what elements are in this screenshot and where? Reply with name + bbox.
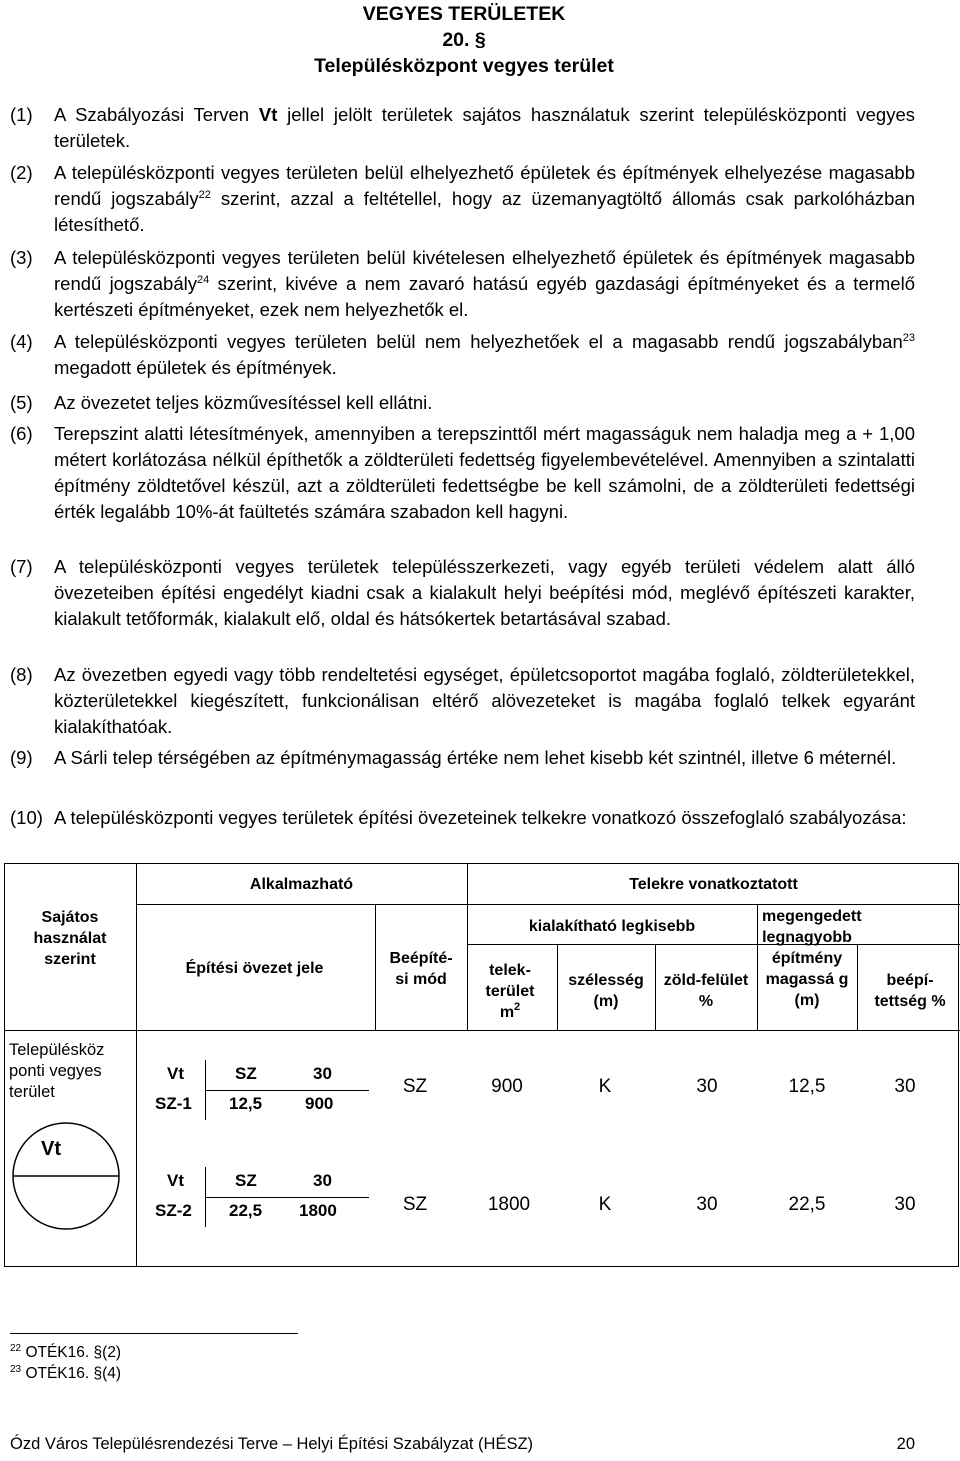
paragraph-7 <box>10 554 915 632</box>
header-beepitettseg: beépí-tettség % <box>874 972 946 1010</box>
header-epitesi-ovezet: Építési övezet jele <box>185 960 324 977</box>
paragraph-number: (1) <box>10 104 33 125</box>
paragraph-5 <box>10 390 915 416</box>
text-segment: A településközponti vegyes területen belül kivételesen elhelyezhető épületek és építmények magasabb rendű jogszabály <box>54 247 915 294</box>
table-divider <box>5 1030 960 1031</box>
header-zoldfelulet: zöld-felület % <box>663 972 749 1010</box>
row1-green-area: 30 <box>696 1076 718 1097</box>
footnote-22 <box>10 1344 121 1362</box>
min-plot-area: 1800 <box>299 1201 337 1220</box>
zone-code: Vt <box>167 1171 184 1190</box>
header-kialakithato: kialakítható legkisebb <box>528 918 696 935</box>
max-height: 12,5 <box>229 1094 263 1113</box>
paragraph-text: A településközponti vegyes területek építési övezeteinek telkekre vonatkozó összefoglaló szabályozása: <box>54 807 907 828</box>
footnote-ref: 23 <box>902 332 915 344</box>
footnote-separator <box>10 1333 298 1334</box>
table-divider <box>655 944 656 1030</box>
header-megengedett: megengedett legnagyobb <box>762 908 862 946</box>
paragraph-text: A Sárli telep térségében az építménymagasság értéke nem lehet kisebb két szintnél, illetve 6 méternél. <box>54 747 897 768</box>
header-beepitesi-mod: Beépíté-si mód <box>389 950 453 988</box>
header-szelesseg: szélesség (m) <box>568 972 644 1010</box>
paragraph-9 <box>10 745 915 771</box>
land-use-label: Településköz ponti vegyes terület <box>9 1041 105 1101</box>
section-number: 20. § <box>442 29 486 51</box>
row2-height: 22,5 <box>788 1194 826 1215</box>
header-sajatos: Sajátos használat szerint <box>33 909 107 968</box>
header-telekre: Telekre vonatkoztatott <box>629 876 798 893</box>
paragraph-text: Terepszint alatti létesítmények, amennyiben a terepszinttől mért magasságuk nem haladja meg a + 1,00 métert korlátozása nélkül építhetők a zöldterületi fedettség figyelembevételével. Amennyiben a szintalatti építmény zöldtetővel készül, azt a zöldterületi fedettségbe be kell számolni, de a zöldterületi fedettségi érték legalább 10%-át faültetés számára szabadon kell hagyni. <box>54 423 915 522</box>
footnote-number: 23 <box>10 1364 22 1375</box>
box-divider <box>205 1197 369 1198</box>
row2-building-mode: SZ <box>402 1194 428 1215</box>
row2-width: K <box>598 1194 612 1215</box>
header-telekterulet <box>475 960 545 1023</box>
paragraph-4 <box>10 329 915 381</box>
row1-width: K <box>598 1076 612 1097</box>
zone-symbol <box>11 1121 121 1231</box>
section-title: Településközpont vegyes terület <box>314 55 614 77</box>
row1-plot-area: 900 <box>491 1076 523 1097</box>
max-coverage: 30 <box>313 1171 332 1190</box>
paragraph-number: (2) <box>10 162 33 183</box>
footnote-number: 22 <box>10 1343 22 1354</box>
footnote-text: OTÉK16. §(4) <box>25 1365 122 1382</box>
zone-subcode: SZ-1 <box>155 1094 192 1113</box>
paragraph-number: (3) <box>10 247 33 268</box>
paragraph-text: A településközponti vegyes területek településszerkezeti, vagy egyéb területi védelem alatt álló övezeteiben építési engedélyt kiadni csak a kialakult helyi beépítési mód, meglévő építészeti karakter, kialakult tetőformák, kialakult elő, oldal és hátsókertek betartásával szabad. <box>54 556 915 629</box>
table-divider <box>557 944 558 1030</box>
paragraph-number: (7) <box>10 556 33 577</box>
zone-subcode: SZ-2 <box>155 1201 192 1220</box>
paragraph-2 <box>10 160 915 238</box>
header-text: telek-terület m <box>485 962 535 1021</box>
paragraph-number: (5) <box>10 392 33 413</box>
min-plot-area: 900 <box>305 1094 334 1113</box>
zone-code: Vt <box>258 104 278 125</box>
paragraph-text <box>54 160 915 238</box>
building-mode: SZ <box>235 1064 257 1083</box>
paragraph-text: Az övezetben egyedi vagy több rendeltetési egységet, épületcsoportot magába foglaló, zöldterületekkel, közterületekkel kiegészített, funkcionálisan eltérő alövezeteket is magába foglaló telkek egyaránt kialakíthatóak. <box>54 664 915 737</box>
paragraph-text <box>54 102 915 154</box>
paragraph-text <box>54 329 915 381</box>
row2-plot-area: 1800 <box>487 1194 531 1215</box>
paragraph-3 <box>10 245 915 323</box>
paragraph-number: (4) <box>10 331 33 352</box>
zone-code-box <box>149 1060 369 1120</box>
paragraph-number: (8) <box>10 664 33 685</box>
paragraph-text: Az övezetet teljes közművesítéssel kell ellátni. <box>54 392 433 413</box>
paragraph-8 <box>10 662 915 740</box>
zone-symbol-icon <box>11 1121 121 1231</box>
row1-height: 12,5 <box>788 1076 826 1097</box>
text-segment: szerint, kivéve a nem zavaró hatású egyéb gazdasági építményeket és a termelő kertészeti építményeket, ezek nem helyezhetők el. <box>54 273 915 320</box>
building-mode: SZ <box>235 1171 257 1190</box>
header-alkalmazhato: Alkalmazható <box>249 876 354 893</box>
text-segment: A településközponti vegyes területen belül elhelyezhető épületek és építmények elhelyezése magasabb rendű jogszabály <box>54 162 915 209</box>
table-divider <box>857 944 858 1030</box>
text-segment: jellel jelölt területek sajátos használatuk szerint településközponti vegyes területek. <box>54 104 916 151</box>
unit-exponent: 2 <box>514 1001 521 1013</box>
table-divider <box>467 944 960 945</box>
row1-building-mode: SZ <box>402 1076 428 1097</box>
paragraph-number: (6) <box>10 423 33 444</box>
footer-title: Ózd Város Településrendezési Terve – Helyi Építési Szabályzat (HÉSZ) <box>10 1435 534 1453</box>
page-footer <box>10 1435 915 1454</box>
text-segment: A településközponti vegyes területen belül nem helyezhetőek el a magasabb rendű jogszabályban <box>54 331 903 352</box>
table-divider <box>136 864 137 1266</box>
row2-green-area: 30 <box>696 1194 718 1215</box>
paragraph-10 <box>10 805 915 831</box>
zone-symbol-label: Vt <box>41 1138 61 1160</box>
paragraph-6 <box>10 421 915 525</box>
table-divider <box>375 904 376 1030</box>
table-divider <box>136 904 960 905</box>
text-segment: szerint, azzal a feltétellel, hogy az üzemanyagtöltő állomás csak parkolóházban létesíthető. <box>54 188 915 235</box>
footnote-23 <box>10 1365 121 1383</box>
max-coverage: 30 <box>313 1064 332 1083</box>
footnote-ref: 24 <box>196 274 210 286</box>
zone-code-box <box>149 1167 369 1227</box>
paragraph-number: (10) <box>10 807 43 828</box>
paragraph-1 <box>10 102 915 154</box>
paragraph-number: (9) <box>10 747 33 768</box>
regulation-table <box>4 863 959 1267</box>
page-number: 20 <box>896 1435 915 1453</box>
box-divider <box>205 1090 369 1091</box>
table-divider <box>757 904 758 1030</box>
zone-code: Vt <box>167 1064 184 1083</box>
chapter-title: VEGYES TERÜLETEK <box>362 3 566 25</box>
max-height: 22,5 <box>229 1201 263 1220</box>
text-segment: A Szabályozási Terven <box>54 104 259 125</box>
row1-coverage: 30 <box>894 1076 916 1097</box>
footnote-text: OTÉK16. §(2) <box>25 1344 122 1361</box>
text-segment: megadott épületek és építmények. <box>54 357 337 378</box>
row2-coverage: 30 <box>894 1194 916 1215</box>
footnote-ref: 22 <box>198 189 211 201</box>
header-epitmeny: építmény magassá g (m) <box>765 950 849 1009</box>
paragraph-text <box>54 245 915 323</box>
